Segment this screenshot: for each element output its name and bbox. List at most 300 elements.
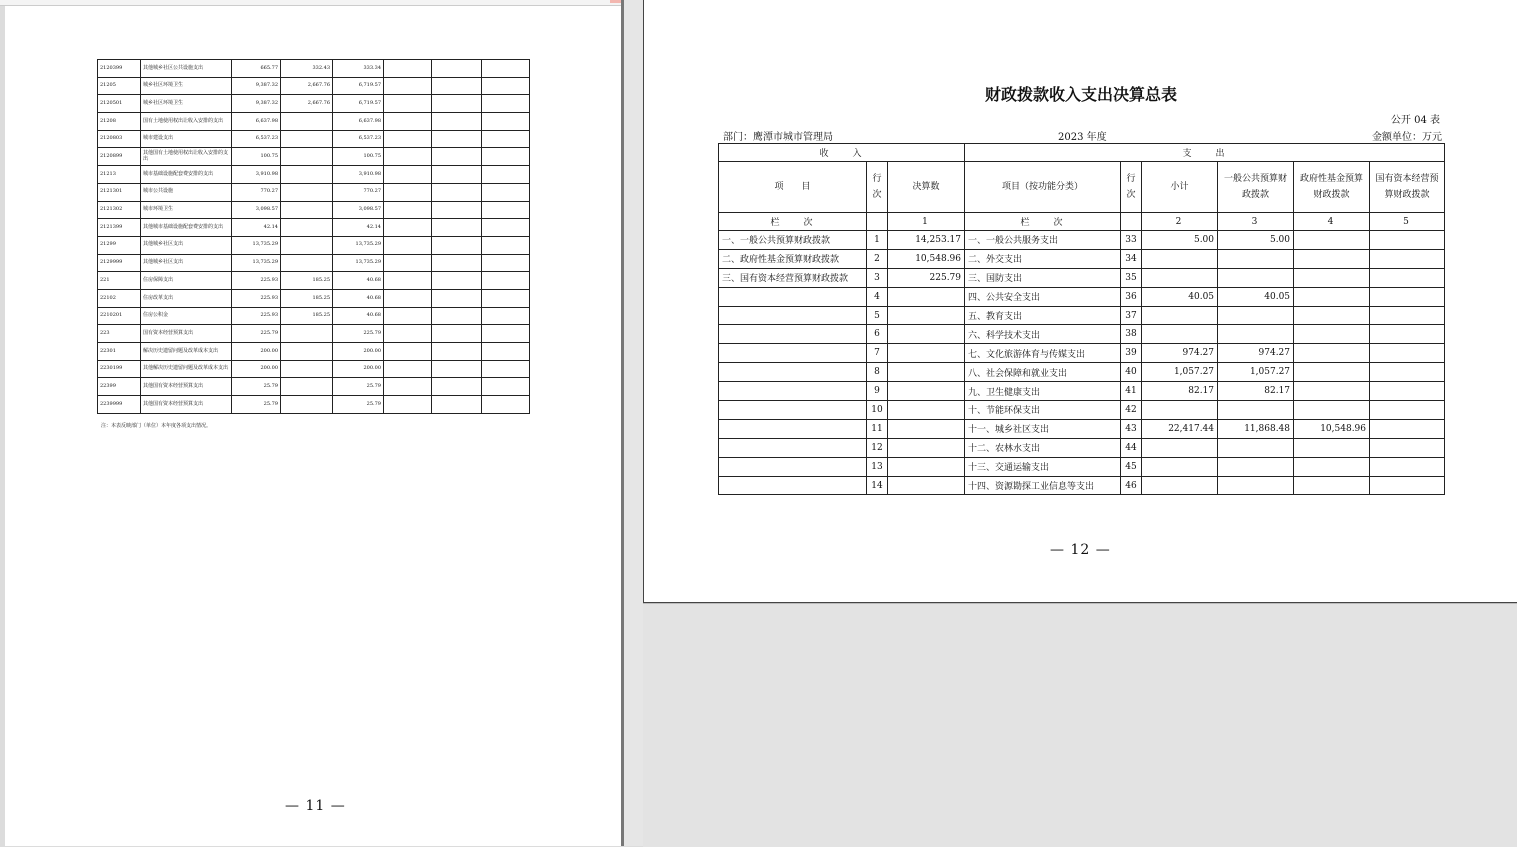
empty-cell <box>432 307 482 325</box>
table-row <box>719 438 1445 457</box>
state-capital-cell <box>1370 476 1445 495</box>
empty-cell <box>384 95 432 113</box>
gov-fund-cell <box>1294 231 1370 250</box>
empty-cell <box>482 77 530 95</box>
amount-cell: 6,537.23 <box>333 130 384 148</box>
expense-item-cell: 十、节能环保支出 <box>965 401 1121 420</box>
amount-cell: 333.34 <box>333 60 384 78</box>
general-budget-cell: 40.05 <box>1218 287 1294 306</box>
table-row <box>98 343 530 361</box>
line-no-cell: 46 <box>1121 476 1142 495</box>
amount-cell: 25.79 <box>232 378 281 396</box>
empty-cell <box>432 166 482 184</box>
empty-cell <box>482 378 530 396</box>
state-capital-cell <box>1370 344 1445 363</box>
expense-item-cell: 十三、交通运输支出 <box>965 457 1121 476</box>
empty-cell <box>384 113 432 131</box>
empty-cell <box>482 307 530 325</box>
amount-cell <box>281 325 333 343</box>
income-item-cell <box>719 476 867 495</box>
table-row <box>98 77 530 95</box>
amount-cell: 6,637.98 <box>232 113 281 131</box>
empty-cell <box>384 254 432 272</box>
empty-cell <box>384 378 432 396</box>
table-row <box>719 419 1445 438</box>
account-code-cell: 2121399 <box>98 219 141 237</box>
account-name-cell: 解决历史遗留问题及改革成本支出 <box>141 343 232 361</box>
line-no-cell: 3 <box>867 268 888 287</box>
final-amount-cell: 225.79 <box>888 268 965 287</box>
account-code-cell: 2230199 <box>98 360 141 378</box>
general-budget-cell <box>1218 325 1294 344</box>
table-row <box>719 344 1445 363</box>
line-no-cell: 7 <box>867 344 888 363</box>
line-no-cell: 45 <box>1121 457 1142 476</box>
amount-cell <box>281 130 333 148</box>
line-no-cell: 9 <box>867 382 888 401</box>
header-general-budget: 一般公共预算财政拨款 <box>1218 162 1294 213</box>
empty-cell <box>384 130 432 148</box>
table-row <box>719 249 1445 268</box>
subtotal-cell: 82.17 <box>1142 382 1218 401</box>
column-index-cell <box>867 213 888 231</box>
amount-cell: 200.00 <box>333 360 384 378</box>
subtotal-cell: 974.27 <box>1142 344 1218 363</box>
final-amount-cell <box>888 476 965 495</box>
empty-cell <box>384 272 432 290</box>
account-code-cell: 223 <box>98 325 141 343</box>
line-no-cell: 5 <box>867 306 888 325</box>
account-name-cell: 城市公共设施 <box>141 183 232 201</box>
expense-detail-table <box>97 59 530 414</box>
amount-cell <box>281 236 333 254</box>
final-amount-cell <box>888 325 965 344</box>
state-capital-cell <box>1370 325 1445 344</box>
gov-fund-cell <box>1294 382 1370 401</box>
account-name-cell: 其他国有土地使用权出让收入安排的支出 <box>141 148 232 166</box>
amount-cell: 185.25 <box>281 307 333 325</box>
account-code-cell: 2121302 <box>98 201 141 219</box>
income-group-header: 收 入 <box>719 144 965 162</box>
empty-cell <box>384 343 432 361</box>
line-no-cell: 2 <box>867 249 888 268</box>
final-amount-cell <box>888 306 965 325</box>
table-row <box>98 201 530 219</box>
empty-cell <box>482 95 530 113</box>
account-code-cell: 2121301 <box>98 183 141 201</box>
empty-cell <box>384 166 432 184</box>
page-number: — 12 — <box>1050 542 1111 558</box>
empty-cell <box>482 166 530 184</box>
final-amount-cell <box>888 382 965 401</box>
general-budget-cell: 82.17 <box>1218 382 1294 401</box>
final-amount-cell <box>888 287 965 306</box>
amount-cell: 3,098.57 <box>232 201 281 219</box>
amount-cell: 40.68 <box>333 289 384 307</box>
column-index-cell: 4 <box>1294 213 1370 231</box>
income-item-cell <box>719 438 867 457</box>
empty-cell <box>432 378 482 396</box>
state-capital-cell <box>1370 287 1445 306</box>
final-amount-cell <box>888 438 965 457</box>
subtotal-cell <box>1142 306 1218 325</box>
subtotal-cell <box>1142 401 1218 420</box>
empty-cell <box>432 130 482 148</box>
line-no-cell: 44 <box>1121 438 1142 457</box>
empty-cell <box>384 396 432 414</box>
account-code-cell: 22301 <box>98 343 141 361</box>
empty-cell <box>432 396 482 414</box>
amount-cell: 9,387.32 <box>232 77 281 95</box>
amount-cell: 13,735.29 <box>232 236 281 254</box>
gov-fund-cell <box>1294 268 1370 287</box>
viewer-gutter <box>624 0 643 846</box>
line-no-cell: 12 <box>867 438 888 457</box>
state-capital-cell <box>1370 419 1445 438</box>
account-name-cell: 城市基础设施配套费安排的支出 <box>141 166 232 184</box>
amount-cell: 225.79 <box>232 325 281 343</box>
empty-cell <box>384 219 432 237</box>
account-name-cell: 国有土地使用权出让收入安排的支出 <box>141 113 232 131</box>
amount-cell: 42.14 <box>333 219 384 237</box>
amount-cell <box>281 219 333 237</box>
subtotal-cell: 1,057.27 <box>1142 363 1218 382</box>
subtotal-cell <box>1142 268 1218 287</box>
amount-cell: 225.93 <box>232 289 281 307</box>
account-code-cell: 22102 <box>98 289 141 307</box>
empty-cell <box>384 77 432 95</box>
income-item-cell: 二、政府性基金预算财政拨款 <box>719 249 867 268</box>
account-code-cell: 2120899 <box>98 148 141 166</box>
amount-cell <box>281 378 333 396</box>
line-no-cell: 4 <box>867 287 888 306</box>
table-row <box>719 457 1445 476</box>
line-no-cell: 33 <box>1121 231 1142 250</box>
empty-cell <box>432 148 482 166</box>
income-item-cell <box>719 363 867 382</box>
empty-cell <box>482 148 530 166</box>
empty-cell <box>482 325 530 343</box>
expense-item-cell: 五、教育支出 <box>965 306 1121 325</box>
gov-fund-cell <box>1294 344 1370 363</box>
amount-unit: 金额单位：万元 <box>1372 132 1442 143</box>
gov-fund-cell <box>1294 249 1370 268</box>
table-note: 注：本表反映部门（单位）本年度各项支出情况。 <box>101 423 212 429</box>
header-final-amount: 决算数 <box>888 162 965 213</box>
subtotal-cell: 5.00 <box>1142 231 1218 250</box>
amount-cell: 40.68 <box>333 272 384 290</box>
empty-cell <box>432 60 482 78</box>
amount-cell <box>281 343 333 361</box>
column-index-row <box>719 213 1445 231</box>
empty-cell <box>384 360 432 378</box>
amount-cell <box>281 360 333 378</box>
column-index-cell: 2 <box>1142 213 1218 231</box>
amount-cell: 6,719.57 <box>333 77 384 95</box>
empty-cell <box>384 325 432 343</box>
account-code-cell: 2120399 <box>98 60 141 78</box>
empty-cell <box>482 60 530 78</box>
table-row <box>98 219 530 237</box>
header-state-capital: 国有资本经营预算财政拨款 <box>1370 162 1445 213</box>
table-row <box>98 148 530 166</box>
expense-item-cell: 九、卫生健康支出 <box>965 382 1121 401</box>
header-line-no-2: 行次 <box>1121 162 1142 213</box>
table-row <box>719 476 1445 495</box>
table-row <box>98 130 530 148</box>
income-item-cell <box>719 457 867 476</box>
account-name-cell: 其他城乡社区公共设施支出 <box>141 60 232 78</box>
amount-cell: 200.00 <box>232 360 281 378</box>
empty-cell <box>432 95 482 113</box>
column-index-cell: 3 <box>1218 213 1294 231</box>
account-name-cell: 其他国有资本经营预算支出 <box>141 396 232 414</box>
table-row <box>98 183 530 201</box>
line-no-cell: 40 <box>1121 363 1142 382</box>
account-code-cell: 221 <box>98 272 141 290</box>
gov-fund-cell <box>1294 325 1370 344</box>
account-code-cell: 22399 <box>98 378 141 396</box>
income-item-cell <box>719 401 867 420</box>
line-no-cell: 41 <box>1121 382 1142 401</box>
column-index-cell: 栏 次 <box>719 213 867 231</box>
table-row <box>98 113 530 131</box>
general-budget-cell <box>1218 401 1294 420</box>
line-no-cell: 10 <box>867 401 888 420</box>
expense-item-cell: 四、公共安全支出 <box>965 287 1121 306</box>
amount-cell: 2,667.76 <box>281 77 333 95</box>
group-header-row <box>719 144 1445 162</box>
final-amount-cell: 14,253.17 <box>888 231 965 250</box>
empty-cell <box>432 113 482 131</box>
state-capital-cell <box>1370 231 1445 250</box>
fiscal-year: 2023 年度 <box>1058 132 1107 143</box>
income-item-cell <box>719 325 867 344</box>
empty-cell <box>482 130 530 148</box>
amount-cell: 770.27 <box>333 183 384 201</box>
expense-item-cell: 七、文化旅游体育与传媒支出 <box>965 344 1121 363</box>
amount-cell: 25.79 <box>333 378 384 396</box>
account-name-cell: 住房公积金 <box>141 307 232 325</box>
empty-cell <box>482 201 530 219</box>
account-code-cell: 2239999 <box>98 396 141 414</box>
empty-cell <box>482 360 530 378</box>
amount-cell: 332.43 <box>281 60 333 78</box>
empty-cell <box>432 183 482 201</box>
general-budget-cell <box>1218 457 1294 476</box>
page-number: — 11 — <box>285 798 346 814</box>
amount-cell <box>281 254 333 272</box>
table-row <box>98 166 530 184</box>
amount-cell: 100.75 <box>232 148 281 166</box>
general-budget-cell <box>1218 438 1294 457</box>
amount-cell: 13,735.29 <box>232 254 281 272</box>
amount-cell: 225.93 <box>232 272 281 290</box>
gov-fund-cell <box>1294 287 1370 306</box>
income-item-cell <box>719 419 867 438</box>
amount-cell: 225.79 <box>333 325 384 343</box>
amount-cell: 200.00 <box>232 343 281 361</box>
document-page-12 <box>643 0 1517 603</box>
document-page-11 <box>5 6 621 846</box>
account-code-cell: 21213 <box>98 166 141 184</box>
header-line-no: 行次 <box>867 162 888 213</box>
expense-item-cell: 一、一般公共服务支出 <box>965 231 1121 250</box>
amount-cell: 6,637.98 <box>333 113 384 131</box>
amount-cell: 3,910.98 <box>232 166 281 184</box>
page-title: 财政拨款收入支出决算总表 <box>984 85 1177 104</box>
form-number: 公开 04 表 <box>1390 115 1440 126</box>
empty-cell <box>482 113 530 131</box>
amount-cell: 25.79 <box>232 396 281 414</box>
empty-cell <box>384 148 432 166</box>
table-row <box>98 307 530 325</box>
gov-fund-cell <box>1294 438 1370 457</box>
general-budget-cell: 5.00 <box>1218 231 1294 250</box>
amount-cell: 3,910.98 <box>333 166 384 184</box>
line-no-cell: 1 <box>867 231 888 250</box>
column-header-row <box>719 162 1445 213</box>
account-code-cell: 21208 <box>98 113 141 131</box>
amount-cell <box>281 183 333 201</box>
line-no-cell: 36 <box>1121 287 1142 306</box>
income-item-cell <box>719 306 867 325</box>
amount-cell: 13,735.29 <box>333 254 384 272</box>
state-capital-cell <box>1370 401 1445 420</box>
amount-cell: 6,537.23 <box>232 130 281 148</box>
state-capital-cell <box>1370 363 1445 382</box>
amount-cell: 225.93 <box>232 307 281 325</box>
amount-cell: 40.68 <box>333 307 384 325</box>
line-no-cell: 8 <box>867 363 888 382</box>
account-code-cell: 2210201 <box>98 307 141 325</box>
expense-item-cell: 十一、城乡社区支出 <box>965 419 1121 438</box>
table-row <box>719 287 1445 306</box>
account-name-cell: 城乡社区环境卫生 <box>141 77 232 95</box>
account-code-cell: 2129999 <box>98 254 141 272</box>
empty-cell <box>432 272 482 290</box>
fiscal-summary-table <box>718 143 1445 495</box>
line-no-cell: 35 <box>1121 268 1142 287</box>
amount-cell: 25.79 <box>333 396 384 414</box>
general-budget-cell: 974.27 <box>1218 344 1294 363</box>
income-item-cell: 一、一般公共预算财政拨款 <box>719 231 867 250</box>
department-label: 部门：鹰潭市城市管理局 <box>723 132 833 143</box>
account-name-cell: 城市建设支出 <box>141 130 232 148</box>
gov-fund-cell <box>1294 306 1370 325</box>
line-no-cell: 39 <box>1121 344 1142 363</box>
gov-fund-cell <box>1294 363 1370 382</box>
final-amount-cell <box>888 457 965 476</box>
amount-cell <box>281 166 333 184</box>
empty-cell <box>482 289 530 307</box>
amount-cell <box>281 113 333 131</box>
empty-cell <box>384 183 432 201</box>
line-no-cell: 11 <box>867 419 888 438</box>
amount-cell: 185.25 <box>281 289 333 307</box>
expense-item-cell: 八、社会保障和就业支出 <box>965 363 1121 382</box>
income-item-cell: 三、国有资本经营预算财政拨款 <box>719 268 867 287</box>
line-no-cell: 43 <box>1121 419 1142 438</box>
expense-group-header: 支 出 <box>965 144 1445 162</box>
expense-item-cell: 二、外交支出 <box>965 249 1121 268</box>
empty-cell <box>384 307 432 325</box>
amount-cell: 665.77 <box>232 60 281 78</box>
column-index-cell: 1 <box>888 213 965 231</box>
amount-cell: 13,735.29 <box>333 236 384 254</box>
empty-cell <box>482 183 530 201</box>
amount-cell: 100.75 <box>333 148 384 166</box>
table-row <box>98 60 530 78</box>
general-budget-cell <box>1218 268 1294 287</box>
gov-fund-cell <box>1294 457 1370 476</box>
subtotal-cell <box>1142 325 1218 344</box>
amount-cell: 42.14 <box>232 219 281 237</box>
table-row <box>719 401 1445 420</box>
general-budget-cell <box>1218 306 1294 325</box>
table-row <box>719 231 1445 250</box>
account-name-cell: 城市环境卫生 <box>141 201 232 219</box>
expense-item-cell: 六、科学技术支出 <box>965 325 1121 344</box>
line-no-cell: 34 <box>1121 249 1142 268</box>
account-code-cell: 2120501 <box>98 95 141 113</box>
gov-fund-cell <box>1294 476 1370 495</box>
state-capital-cell <box>1370 438 1445 457</box>
table-row <box>98 378 530 396</box>
empty-cell <box>432 219 482 237</box>
empty-cell <box>384 289 432 307</box>
empty-cell <box>482 396 530 414</box>
line-no-cell: 6 <box>867 325 888 344</box>
column-index-cell: 栏 次 <box>965 213 1121 231</box>
empty-cell <box>432 343 482 361</box>
subtotal-cell <box>1142 457 1218 476</box>
state-capital-cell <box>1370 382 1445 401</box>
empty-cell <box>432 325 482 343</box>
line-no-cell: 37 <box>1121 306 1142 325</box>
gov-fund-cell <box>1294 401 1370 420</box>
column-index-cell <box>1121 213 1142 231</box>
final-amount-cell <box>888 344 965 363</box>
table-row <box>719 382 1445 401</box>
empty-cell <box>432 360 482 378</box>
general-budget-cell <box>1218 476 1294 495</box>
amount-cell <box>281 201 333 219</box>
amount-cell: 3,098.57 <box>333 201 384 219</box>
general-budget-cell: 1,057.27 <box>1218 363 1294 382</box>
final-amount-cell: 10,548.96 <box>888 249 965 268</box>
final-amount-cell <box>888 363 965 382</box>
viewer-background <box>643 603 1517 847</box>
gov-fund-cell: 10,548.96 <box>1294 419 1370 438</box>
account-name-cell: 其他城市基础设施配套费安排的支出 <box>141 219 232 237</box>
income-item-cell <box>719 287 867 306</box>
amount-cell: 2,667.76 <box>281 95 333 113</box>
account-name-cell: 其他城乡社区支出 <box>141 254 232 272</box>
subtotal-cell <box>1142 476 1218 495</box>
header-item: 项 目 <box>719 162 867 213</box>
empty-cell <box>384 236 432 254</box>
table-row <box>719 363 1445 382</box>
subtotal-cell <box>1142 438 1218 457</box>
line-no-cell: 38 <box>1121 325 1142 344</box>
expense-item-cell: 十四、资源勘探工业信息等支出 <box>965 476 1121 495</box>
line-no-cell: 13 <box>867 457 888 476</box>
empty-cell <box>482 272 530 290</box>
empty-cell <box>432 254 482 272</box>
state-capital-cell <box>1370 249 1445 268</box>
account-name-cell: 其他城乡社区支出 <box>141 236 232 254</box>
